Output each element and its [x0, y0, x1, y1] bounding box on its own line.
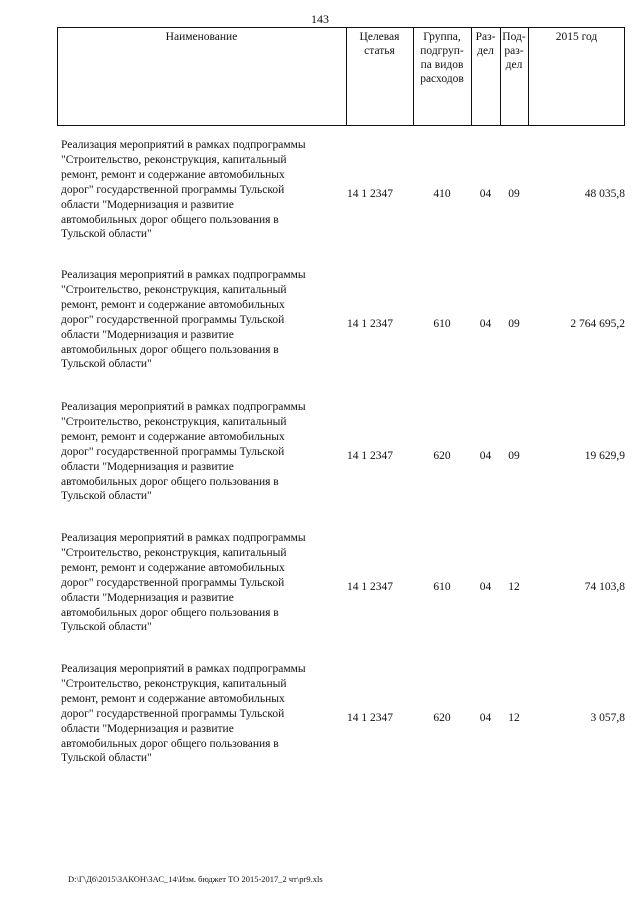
- row-target-article: 14 1 2347: [347, 318, 393, 330]
- row-subsection: 09: [508, 450, 520, 462]
- header-name: Наименование: [165, 31, 238, 43]
- table-row: [0, 138, 640, 262]
- row-target-article: 14 1 2347: [347, 712, 393, 724]
- row-amount: 74 103,8: [584, 581, 625, 593]
- row-subsection: 09: [508, 188, 520, 200]
- table-row: [0, 531, 640, 655]
- header-target-article: Целевая статья: [359, 31, 400, 57]
- row-section: 04: [479, 450, 492, 462]
- table-row: [0, 400, 640, 524]
- header-expense-group: Группа, подгруп- па видов расходов: [420, 31, 464, 85]
- row-amount: 19 629,9: [584, 450, 625, 462]
- row-expense-group: 620: [433, 712, 451, 724]
- row-name: Реализация мероприятий в рамках подпрограммы "Строительство, реконструкция, капитальный ремонт, ремонт и содержание автомобильных дорог" государственной программы Тульской области "Модернизация и развитие автомобильных дорог общего пользования в Тульской области": [61, 532, 306, 634]
- row-amount: 48 035,8: [584, 188, 625, 200]
- row-expense-group: 620: [433, 450, 451, 462]
- row-expense-group: 610: [433, 581, 451, 593]
- row-name: Реализация мероприятий в рамках подпрограммы "Строительство, реконструкция, капитальный ремонт, ремонт и содержание автомобильных дорог" государственной программы Тульской области "Модернизация и развитие автомобильных дорог общего пользования в Тульской области": [61, 663, 306, 765]
- table-row: [0, 662, 640, 786]
- row-section: 04: [479, 712, 492, 724]
- row-amount: 2 764 695,2: [570, 318, 625, 330]
- row-expense-group: 610: [433, 318, 451, 330]
- row-subsection: 12: [508, 581, 520, 593]
- row-subsection: 09: [508, 318, 520, 330]
- row-target-article: 14 1 2347: [347, 450, 393, 462]
- row-target-article: 14 1 2347: [347, 581, 393, 593]
- file-path-footer: D:\Г\Д6\2015\ЗАКОН\ЗАС_14\Изм. бюджет ТО 2015-2017_2 чт\pr9.xls: [68, 874, 323, 884]
- row-section: 04: [479, 188, 492, 200]
- header-border-top: [57, 27, 625, 28]
- row-amount: 3 057,8: [590, 712, 625, 724]
- row-section: 04: [479, 318, 492, 330]
- row-target-article: 14 1 2347: [347, 188, 393, 200]
- row-name: Реализация мероприятий в рамках подпрограммы "Строительство, реконструкция, капитальный ремонт, ремонт и содержание автомобильных дорог" государственной программы Тульской области "Модернизация и развитие автомобильных дорог общего пользования в Тульской области": [61, 139, 306, 241]
- header-section: Раз- дел: [475, 31, 496, 57]
- header-border-bottom: [57, 125, 625, 126]
- table-header: [57, 27, 625, 126]
- row-name: Реализация мероприятий в рамках подпрограммы "Строительство, реконструкция, капитальный ремонт, ремонт и содержание автомобильных дорог" государственной программы Тульской области "Модернизация и развитие автомобильных дорог общего пользования в Тульской области": [61, 269, 306, 371]
- header-subsection: Под- раз- дел: [502, 31, 526, 71]
- row-section: 04: [479, 581, 492, 593]
- row-subsection: 12: [508, 712, 520, 724]
- header-year: 2015 год: [555, 31, 598, 43]
- row-name: Реализация мероприятий в рамках подпрограммы "Строительство, реконструкция, капитальный ремонт, ремонт и содержание автомобильных дорог" государственной программы Тульской области "Модернизация и развитие автомобильных дорог общего пользования в Тульской области": [61, 401, 306, 503]
- page-number: 143: [311, 12, 329, 26]
- row-expense-group: 410: [433, 188, 451, 200]
- table-row: [0, 268, 640, 392]
